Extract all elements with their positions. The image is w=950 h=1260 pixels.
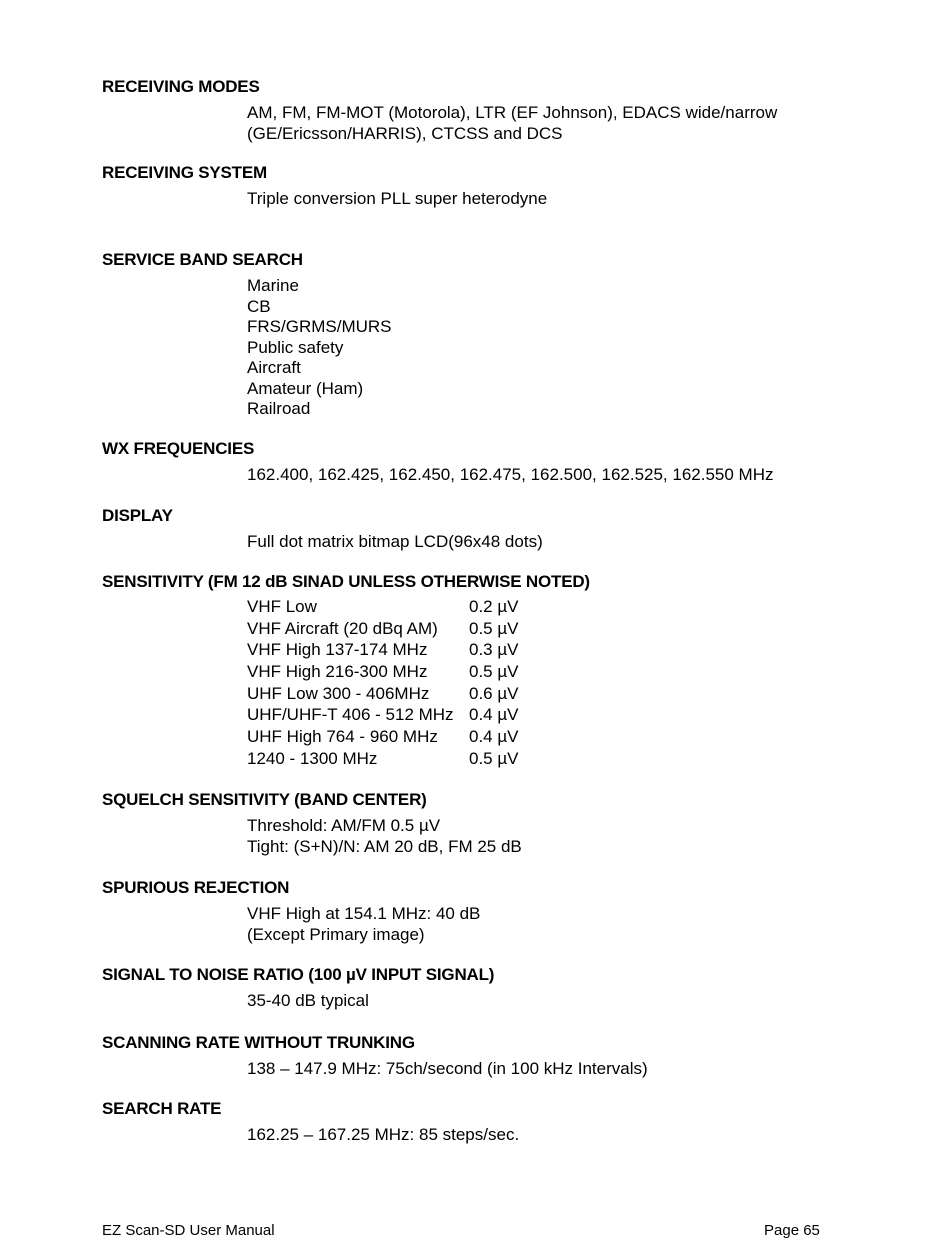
section-heading: DISPLAY	[102, 506, 173, 525]
value-cell: 0.4 µV	[469, 705, 519, 725]
section-body	[247, 816, 862, 857]
body-line: CB	[247, 296, 271, 316]
section-receiving-system	[102, 163, 862, 210]
body-line: 35-40 dB typical	[247, 991, 369, 1010]
section-body	[247, 465, 862, 486]
section-wx-frequencies	[102, 439, 862, 486]
section-body	[247, 1059, 862, 1080]
table-row	[247, 619, 519, 641]
body-line: Triple conversion PLL super heterodyne	[247, 189, 548, 208]
band-cell: VHF High 216-300 MHz	[247, 662, 428, 682]
body-line: FRS/GRMS/MURS	[247, 317, 392, 336]
section-heading: RECEIVING MODES	[102, 77, 260, 96]
value-cell: 0.5 µV	[469, 662, 519, 682]
body-line: Public safety	[247, 337, 344, 357]
section-spurious-rejection	[102, 878, 862, 945]
band-cell: UHF/UHF-T 406 - 512 MHz	[247, 705, 454, 725]
body-line: (GE/Ericsson/HARRIS), CTCSS and DCS	[247, 123, 563, 143]
body-line: 162.400, 162.425, 162.450, 162.475, 162.500, 162.525, 162.550 MHz	[247, 465, 774, 484]
section-body	[247, 532, 862, 553]
footer-manual-title: EZ Scan-SD User Manual	[102, 1222, 275, 1239]
band-cell: VHF Low	[247, 597, 317, 616]
section-heading: SCANNING RATE WITHOUT TRUNKING	[102, 1033, 415, 1052]
table-row	[247, 749, 519, 771]
band-cell: 1240 - 1300 MHz	[247, 748, 378, 768]
value-cell: 0.3 µV	[469, 640, 519, 660]
value-cell: 0.5 µV	[469, 748, 519, 768]
section-body	[247, 904, 862, 945]
section-heading: SQUELCH SENSITIVITY (BAND CENTER)	[102, 790, 427, 809]
sensitivity-table	[247, 597, 519, 771]
section-heading: SERVICE BAND SEARCH	[102, 250, 303, 269]
table-row	[247, 684, 519, 706]
body-line: Amateur (Ham)	[247, 378, 364, 398]
section-heading: RECEIVING SYSTEM	[102, 163, 267, 182]
value-cell: 0.6 µV	[469, 683, 519, 703]
body-line: VHF High at 154.1 MHz: 40 dB	[247, 904, 481, 923]
section-body	[247, 103, 862, 144]
band-cell: UHF High 764 - 960 MHz	[247, 727, 438, 747]
value-cell: 0.4 µV	[469, 727, 519, 747]
body-line: (Except Primary image)	[247, 924, 425, 944]
body-line: Tight: (S+N)/N: AM 20 dB, FM 25 dB	[247, 836, 522, 856]
body-line: Aircraft	[247, 358, 301, 377]
section-service-band-search	[102, 250, 862, 420]
section-heading: WX FREQUENCIES	[102, 439, 255, 458]
body-line: Threshold: AM/FM 0.5 µV	[247, 816, 441, 835]
band-cell: VHF High 137-174 MHz	[247, 640, 428, 660]
section-heading: SPURIOUS REJECTION	[102, 878, 290, 897]
value-cell: 0.5 µV	[469, 618, 519, 638]
section-scanning-rate	[102, 1033, 862, 1080]
table-row	[247, 640, 519, 662]
section-signal-to-noise	[102, 965, 862, 1012]
section-heading: SEARCH RATE	[102, 1099, 222, 1118]
band-cell: VHF Aircraft (20 dBq AM)	[247, 618, 438, 638]
section-display	[102, 506, 862, 553]
body-line: Full dot matrix bitmap LCD(96x48 dots)	[247, 532, 543, 551]
band-cell: UHF Low 300 - 406MHz	[247, 683, 430, 703]
section-squelch-sensitivity	[102, 790, 862, 857]
section-body	[247, 276, 862, 420]
footer-page-number: Page 65	[764, 1222, 820, 1239]
table-row	[247, 727, 519, 749]
body-line: 138 – 147.9 MHz: 75ch/second (in 100 kHz Intervals)	[247, 1059, 648, 1078]
section-body	[247, 991, 862, 1012]
section-receiving-modes	[102, 77, 862, 144]
table-row	[247, 597, 519, 619]
body-line: Marine	[247, 276, 299, 295]
section-heading: SIGNAL TO NOISE RATIO (100 µV INPUT SIGNAL)	[102, 965, 495, 984]
body-line: Railroad	[247, 399, 311, 418]
section-body	[247, 1125, 862, 1146]
table-row	[247, 662, 519, 684]
value-cell: 0.2 µV	[469, 597, 519, 616]
section-sensitivity	[102, 572, 862, 771]
section-heading: SENSITIVITY (FM 12 dB SINAD UNLESS OTHERWISE NOTED)	[102, 572, 590, 591]
section-search-rate	[102, 1099, 862, 1146]
body-line: 162.25 – 167.25 MHz: 85 steps/sec.	[247, 1125, 520, 1144]
section-body	[247, 189, 862, 210]
body-line: AM, FM, FM-MOT (Motorola), LTR (EF Johnson), EDACS wide/narrow	[247, 103, 778, 122]
table-row	[247, 705, 519, 727]
